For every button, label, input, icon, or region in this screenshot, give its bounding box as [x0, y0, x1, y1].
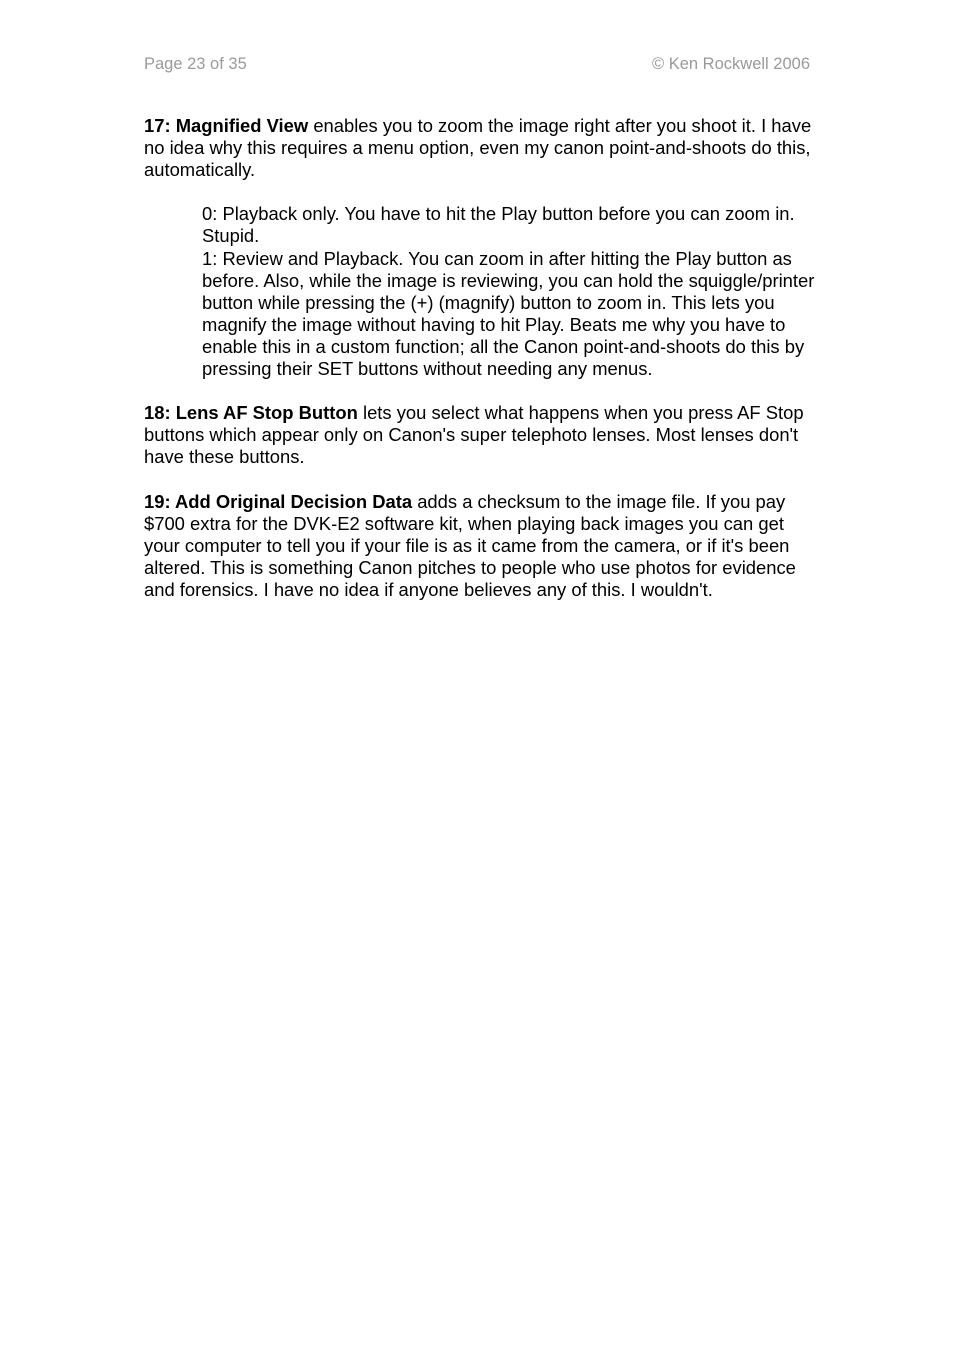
magnified-view-options	[202, 203, 816, 380]
section-text: enables you to zoom the image right after you shoot it. I have no idea why this requires a menu option, even my canon point-and-shoots do this, automatically.	[144, 115, 812, 181]
option-item: 1: Review and Playback. You can zoom in after hitting the Play button as before. Also, while the image is reviewing, you can hold the squiggle/printer button while pressing the (+) (magnify) button to zoom in. This lets you magnify the image without having to hit Play. Beats me why you have to enable this in a custom function; all the Canon point-and-shoots do this by pressing their SET buttons without needing any menus.	[202, 247, 815, 380]
document-body	[144, 115, 816, 623]
section-add-original-decision-data	[144, 491, 816, 601]
page-number: Page 23 of 35	[144, 55, 247, 73]
copyright-notice: © Ken Rockwell 2006	[652, 55, 810, 73]
section-title: 17: Magnified View	[144, 115, 309, 136]
section-magnified-view	[144, 115, 816, 181]
section-text: lets you select what happens when you press AF Stop buttons which appear only on Canon's super telephoto lenses. Most lenses don't have these buttons.	[144, 402, 804, 468]
section-title: 19: Add Original Decision Data	[144, 490, 413, 512]
section-text: adds a checksum to the image file. If you pay $700 extra for the DVK-E2 software kit, when playing back images you can get your computer to tell you if your file is as it came from the camera, or if it's been altered. This is something Canon pitches to people who use photos for evidence and forensics. I have no idea if anyone believes any of this. I wouldn't.	[144, 490, 796, 600]
section-title: 18: Lens AF Stop Button	[144, 402, 358, 424]
option-item: 0: Playback only. You have to hit the Play button before you can zoom in. Stupid.	[202, 203, 795, 247]
page-header	[144, 55, 810, 77]
section-lens-af-stop-button	[144, 402, 816, 468]
